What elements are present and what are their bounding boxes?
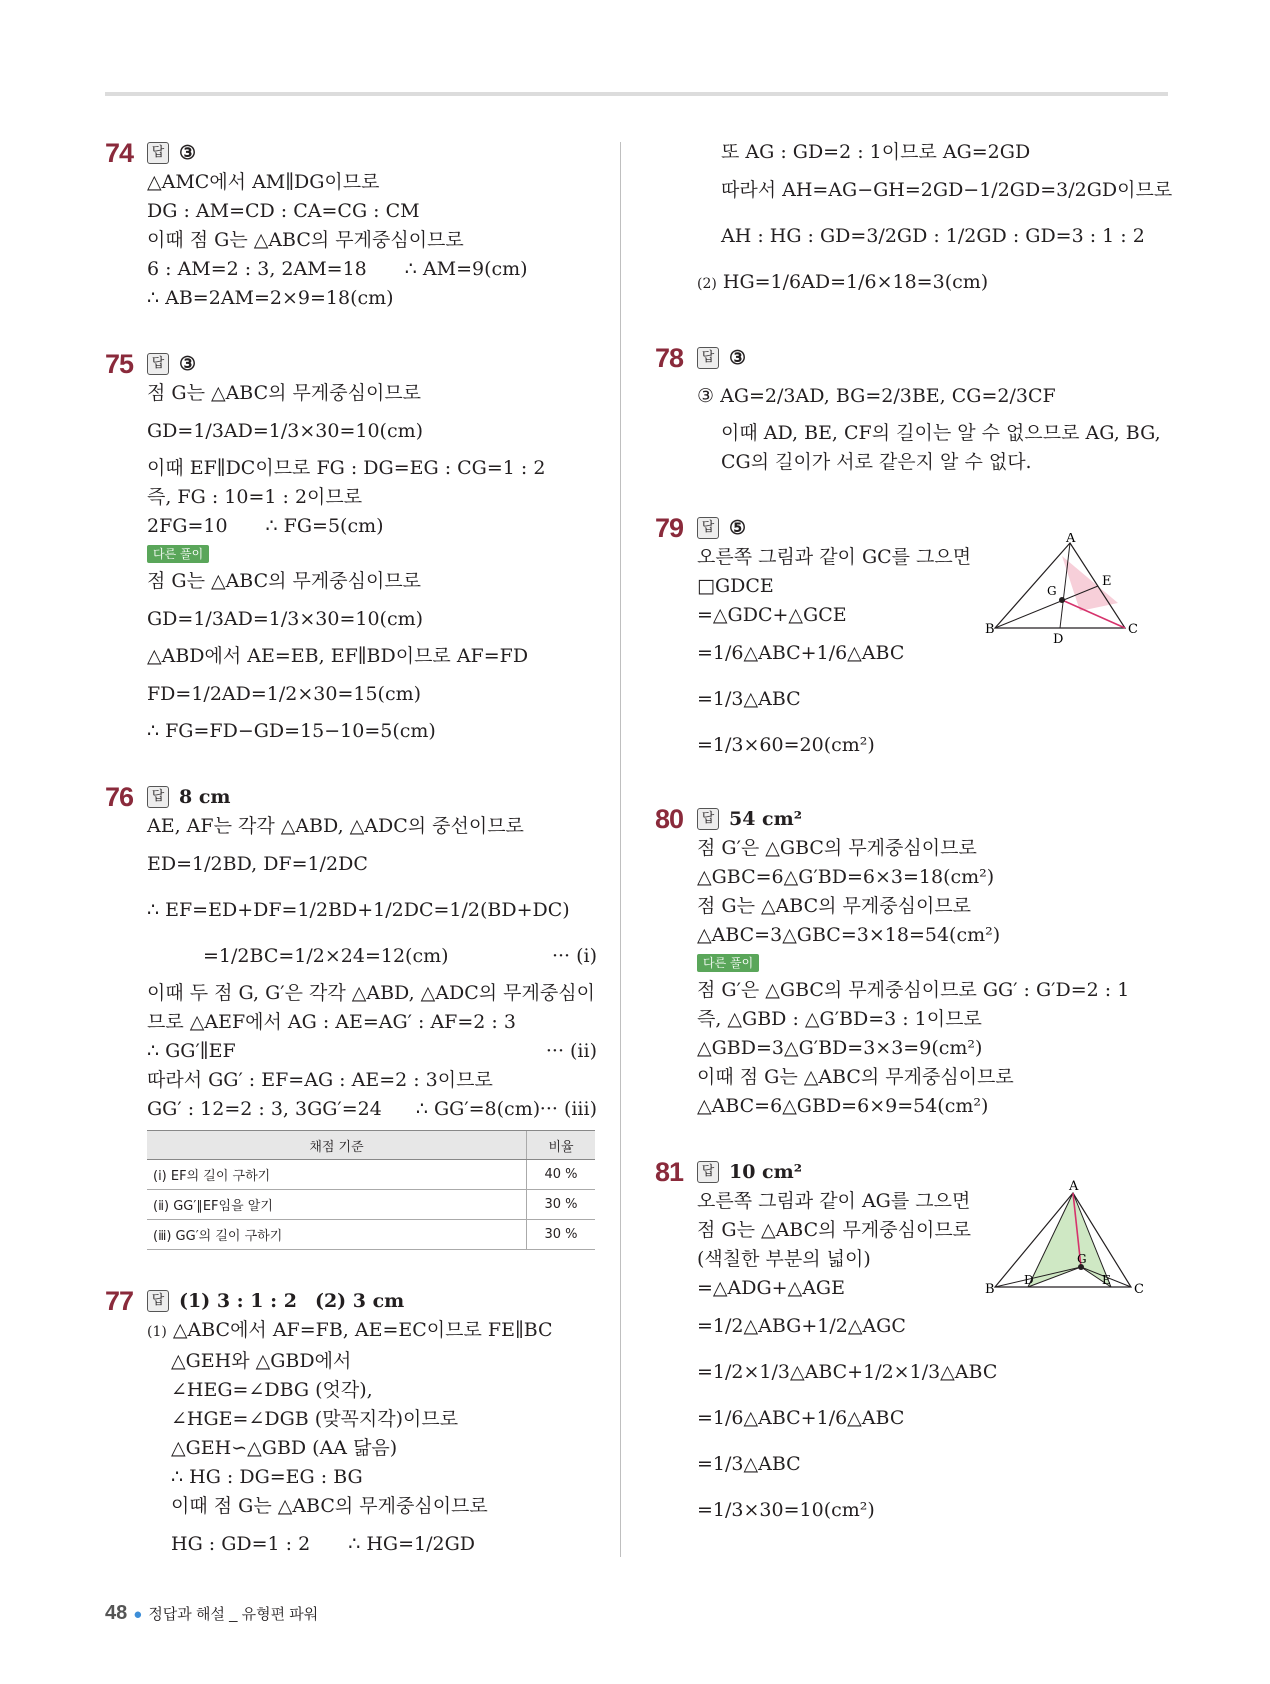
answer-tag: 답 xyxy=(147,786,169,808)
column-divider xyxy=(620,142,621,1557)
solution-line: 이때 두 점 G, G′은 각각 △ABD, △ADC의 무게중심이 xyxy=(147,982,595,1004)
label-g: G xyxy=(1077,1252,1087,1266)
alt-solution-badge: 다른 풀이 xyxy=(147,545,209,563)
solution-line: ∴ GG′=8(cm) xyxy=(415,1098,541,1120)
solution-line: ∴ EF=ED+DF=1/2BD+1/2DC=1/2(BD+DC) xyxy=(147,899,570,921)
solution-line: 점 G는 △ABC의 무게중심이므로 xyxy=(697,1219,972,1241)
solution-line: ED=1/2BD, DF=1/2DC xyxy=(147,853,368,875)
solution-line: =1/3×60=20(cm²) xyxy=(697,734,875,756)
solution-line: 따라서 GG′ : EF=AG : AE=2 : 3이므로 xyxy=(147,1069,493,1091)
solution-line: 므로 △AEF에서 AG : AE=AG′ : AF=2 : 3 xyxy=(147,1011,516,1033)
answer-tag: 답 xyxy=(697,1161,719,1183)
problem-number: 76 xyxy=(105,782,134,812)
table-row xyxy=(147,1220,595,1250)
problem-77 xyxy=(105,1286,597,1567)
solution-line: =1/6△ABC+1/6△ABC xyxy=(697,1407,905,1429)
table-cell: 30 % xyxy=(527,1220,596,1250)
top-rule xyxy=(105,92,1168,96)
table-header: 채점 기준 xyxy=(147,1131,527,1160)
answer-tag: 답 xyxy=(697,517,719,539)
problem-79 xyxy=(655,513,1167,768)
solution-line: 이때 AD, BE, CF의 길이는 알 수 없으므로 AG, BG, xyxy=(721,422,1161,444)
solution-line: 따라서 AH=AG−GH=2GD−1/2GD=3/2GD이므로 xyxy=(721,179,1173,201)
solution-line: =1/2BC=1/2×24=12(cm) xyxy=(203,945,449,967)
solution-line: 6 : AM=2 : 3, 2AM=18 xyxy=(147,258,367,280)
solution-line: =1/2×1/3△ABC+1/2×1/3△ABC xyxy=(697,1361,998,1383)
problem-80 xyxy=(655,804,1167,1121)
label-c: C xyxy=(1128,622,1138,637)
solution-line: HG=1/6AD=1/6×18=3(cm) xyxy=(722,271,989,293)
right-column xyxy=(655,138,1173,1533)
problem-number: 78 xyxy=(655,343,684,373)
solution-line: △AMC에서 AM∥DG이므로 xyxy=(147,171,380,193)
answer-tag: 답 xyxy=(147,1290,169,1312)
step-marker: ··· (i) xyxy=(551,945,597,967)
solution-line: ∴ FG=FD−GD=15−10=5(cm) xyxy=(147,720,436,742)
problem-77-continued xyxy=(655,138,1173,307)
solution-line: 이때 점 G는 △ABC의 무게중심이므로 xyxy=(697,1066,1014,1088)
triangle-figure-79 xyxy=(985,533,1165,643)
table-cell: 30 % xyxy=(527,1190,596,1220)
solution-line: AG=2/3AD, BG=2/3BE, CG=2/3CF xyxy=(720,385,1056,407)
label-g: G xyxy=(1047,584,1057,598)
solution-line: △ABC=6△GBD=6×9=54(cm²) xyxy=(697,1095,989,1117)
solution-line: △GBC=6△G′BD=6×3=18(cm²) xyxy=(697,866,995,888)
label-e: E xyxy=(1102,1273,1111,1287)
problem-number: 80 xyxy=(655,804,684,834)
solution-line: =1/3△ABC xyxy=(697,1453,801,1475)
solution-line: ∴ AB=2AM=2×9=18(cm) xyxy=(147,287,394,309)
solution-line: =1/6△ABC+1/6△ABC xyxy=(697,642,905,664)
solution-line: 이때 점 G는 △ABC의 무게중심이므로 xyxy=(171,1495,488,1517)
solution-line: 즉, △GBD : △G′BD=3 : 1이므로 xyxy=(697,1008,982,1030)
solution-line: △GEH∽△GBD (AA 닮음) xyxy=(171,1437,398,1459)
solution-line: ∴ AM=9(cm) xyxy=(404,258,528,280)
problem-81 xyxy=(655,1157,1167,1533)
solution-line: =△ADG+△AGE xyxy=(697,1277,845,1299)
solution-line: DG : AM=CD : CA=CG : CM xyxy=(147,200,420,222)
solution-line: ∴ HG : DG=EG : BG xyxy=(171,1466,363,1488)
problem-number: 79 xyxy=(655,513,684,543)
solution-line: GG′ : 12=2 : 3, 3GG′=24 xyxy=(147,1098,382,1120)
answer-tag: 답 xyxy=(697,808,719,830)
solution-line: 또 AG : GD=2 : 1이므로 AG=2GD xyxy=(721,141,1031,163)
solution-line: =1/3△ABC xyxy=(697,688,801,710)
label-a: A xyxy=(1066,533,1076,546)
table-cell: (ⅲ) GG′의 길이 구하기 xyxy=(147,1220,527,1250)
solution-line: 점 G는 △ABC의 무게중심이므로 xyxy=(147,382,422,404)
solution-line: =△GDC+△GCE xyxy=(697,604,847,626)
answer-tag: 답 xyxy=(697,347,719,369)
alt-solution-badge: 다른 풀이 xyxy=(697,954,759,972)
answer-value: 10 cm² xyxy=(729,1161,803,1183)
solution-line: 즉, FG : 10=1 : 2이므로 xyxy=(147,486,363,508)
solution-line: ∠HGE=∠DGB (맞꼭지각)이므로 xyxy=(171,1408,459,1430)
problem-number: 74 xyxy=(105,138,134,168)
label-e: E xyxy=(1102,574,1112,589)
solution-line: △ABC에서 AF=FB, AE=EC이므로 FE∥BC xyxy=(172,1319,553,1341)
solution-line: AH : HG : GD=3/2GD : 1/2GD : GD=3 : 1 : 2 xyxy=(721,225,1145,247)
solution-line: 2FG=10 xyxy=(147,515,228,537)
bullet-icon: ● xyxy=(133,1606,143,1623)
problem-76 xyxy=(105,782,597,1250)
problem-number: 77 xyxy=(105,1286,134,1316)
step-marker: ··· (iii) xyxy=(539,1098,597,1120)
solution-line: 점 G′은 △GBC의 무게중심이므로 xyxy=(697,837,977,859)
table-cell: (ⅱ) GG′∥EF임을 알기 xyxy=(147,1190,527,1220)
label-d: D xyxy=(1024,1273,1034,1287)
answer-tag: 답 xyxy=(147,142,169,164)
solution-line: △ABD에서 AE=EB, EF∥BD이므로 AF=FD xyxy=(147,645,529,667)
problem-number: 75 xyxy=(105,349,134,379)
solution-line: 이때 EF∥DC이므로 FG : DG=EG : CG=1 : 2 xyxy=(147,457,546,479)
answer-value: (2) 3 cm xyxy=(314,1290,405,1312)
solution-line: =1/3×30=10(cm²) xyxy=(697,1499,875,1521)
problem-74 xyxy=(105,138,597,313)
sub-number: (2) xyxy=(697,276,717,292)
solution-line: GD=1/3AD=1/3×30=10(cm) xyxy=(147,420,424,442)
solution-line: ∠HEG=∠DBG (엇각), xyxy=(171,1379,373,1401)
solution-line: △GBD=3△G′BD=3×3=9(cm²) xyxy=(697,1037,983,1059)
solution-line: =1/2△ABG+1/2△AGC xyxy=(697,1315,906,1337)
problem-number: 81 xyxy=(655,1157,684,1187)
label-a: A xyxy=(1069,1179,1079,1194)
solution-line: 점 G는 △ABC의 무게중심이므로 xyxy=(147,570,422,592)
triangle-figure-81 xyxy=(985,1177,1165,1307)
solution-line: △ABC=3△GBC=3×18=54(cm²) xyxy=(697,924,1001,946)
left-column xyxy=(105,138,597,1567)
sub-number: (1) xyxy=(147,1324,167,1340)
answer-value: ③ xyxy=(729,347,747,369)
solution-line: FD=1/2AD=1/2×30=15(cm) xyxy=(147,683,422,705)
answer-value: 54 cm² xyxy=(729,808,803,830)
solution-line: AE, AF는 각각 △ABD, △ADC의 중선이므로 xyxy=(147,815,524,837)
answer-value: (1) 3 : 1 : 2 xyxy=(179,1290,297,1312)
page-footer xyxy=(105,1602,318,1625)
solution-line: 오른쪽 그림과 같이 AG를 그으면 xyxy=(697,1190,971,1212)
footer-title: 정답과 해설 _ 유형편 파워 xyxy=(148,1606,319,1623)
answer-value: ③ xyxy=(179,142,197,164)
step-marker: ··· (ii) xyxy=(545,1040,597,1062)
label-b: B xyxy=(985,1282,995,1297)
solution-line: 점 G′은 △GBC의 무게중심이므로 GG′ : G′D=2 : 1 xyxy=(697,979,1130,1001)
table-row xyxy=(147,1160,595,1190)
solution-line: 오른쪽 그림과 같이 GC를 그으면 xyxy=(697,546,972,568)
solution-line: (색칠한 부분의 넓이) xyxy=(697,1248,871,1270)
solution-line: 점 G는 △ABC의 무게중심이므로 xyxy=(697,895,972,917)
table-header: 비율 xyxy=(527,1131,596,1160)
solution-line: ∴ FG=5(cm) xyxy=(265,515,384,537)
problem-75 xyxy=(105,349,597,746)
solution-line: ∴ GG′∥EF xyxy=(147,1040,236,1062)
page-number: 48 xyxy=(105,1602,128,1624)
table-cell: 40 % xyxy=(527,1160,596,1190)
centroid-point xyxy=(1059,597,1065,603)
answer-tag: 답 xyxy=(147,353,169,375)
sub-number: ③ xyxy=(697,385,715,407)
solution-line: GD=1/3AD=1/3×30=10(cm) xyxy=(147,608,424,630)
answer-value: 8 cm xyxy=(179,786,231,808)
answer-value: ③ xyxy=(179,353,197,375)
table-row xyxy=(147,1190,595,1220)
solution-line: △GEH와 △GBD에서 xyxy=(171,1350,352,1372)
scoring-table xyxy=(147,1130,595,1250)
solution-line: □GDCE xyxy=(697,575,774,597)
solution-line: ∴ HG=1/2GD xyxy=(348,1533,476,1555)
solution-line: HG : GD=1 : 2 xyxy=(171,1533,311,1555)
problem-78 xyxy=(655,343,1167,477)
label-c: C xyxy=(1134,1282,1144,1297)
solution-line: 이때 점 G는 △ABC의 무게중심이므로 xyxy=(147,229,464,251)
answer-value: ⑤ xyxy=(729,517,747,539)
solution-line: CG의 길이가 서로 같은지 알 수 없다. xyxy=(721,451,1032,473)
label-b: B xyxy=(985,622,995,637)
table-cell: (ⅰ) EF의 길이 구하기 xyxy=(147,1160,527,1190)
label-d: D xyxy=(1053,632,1064,643)
